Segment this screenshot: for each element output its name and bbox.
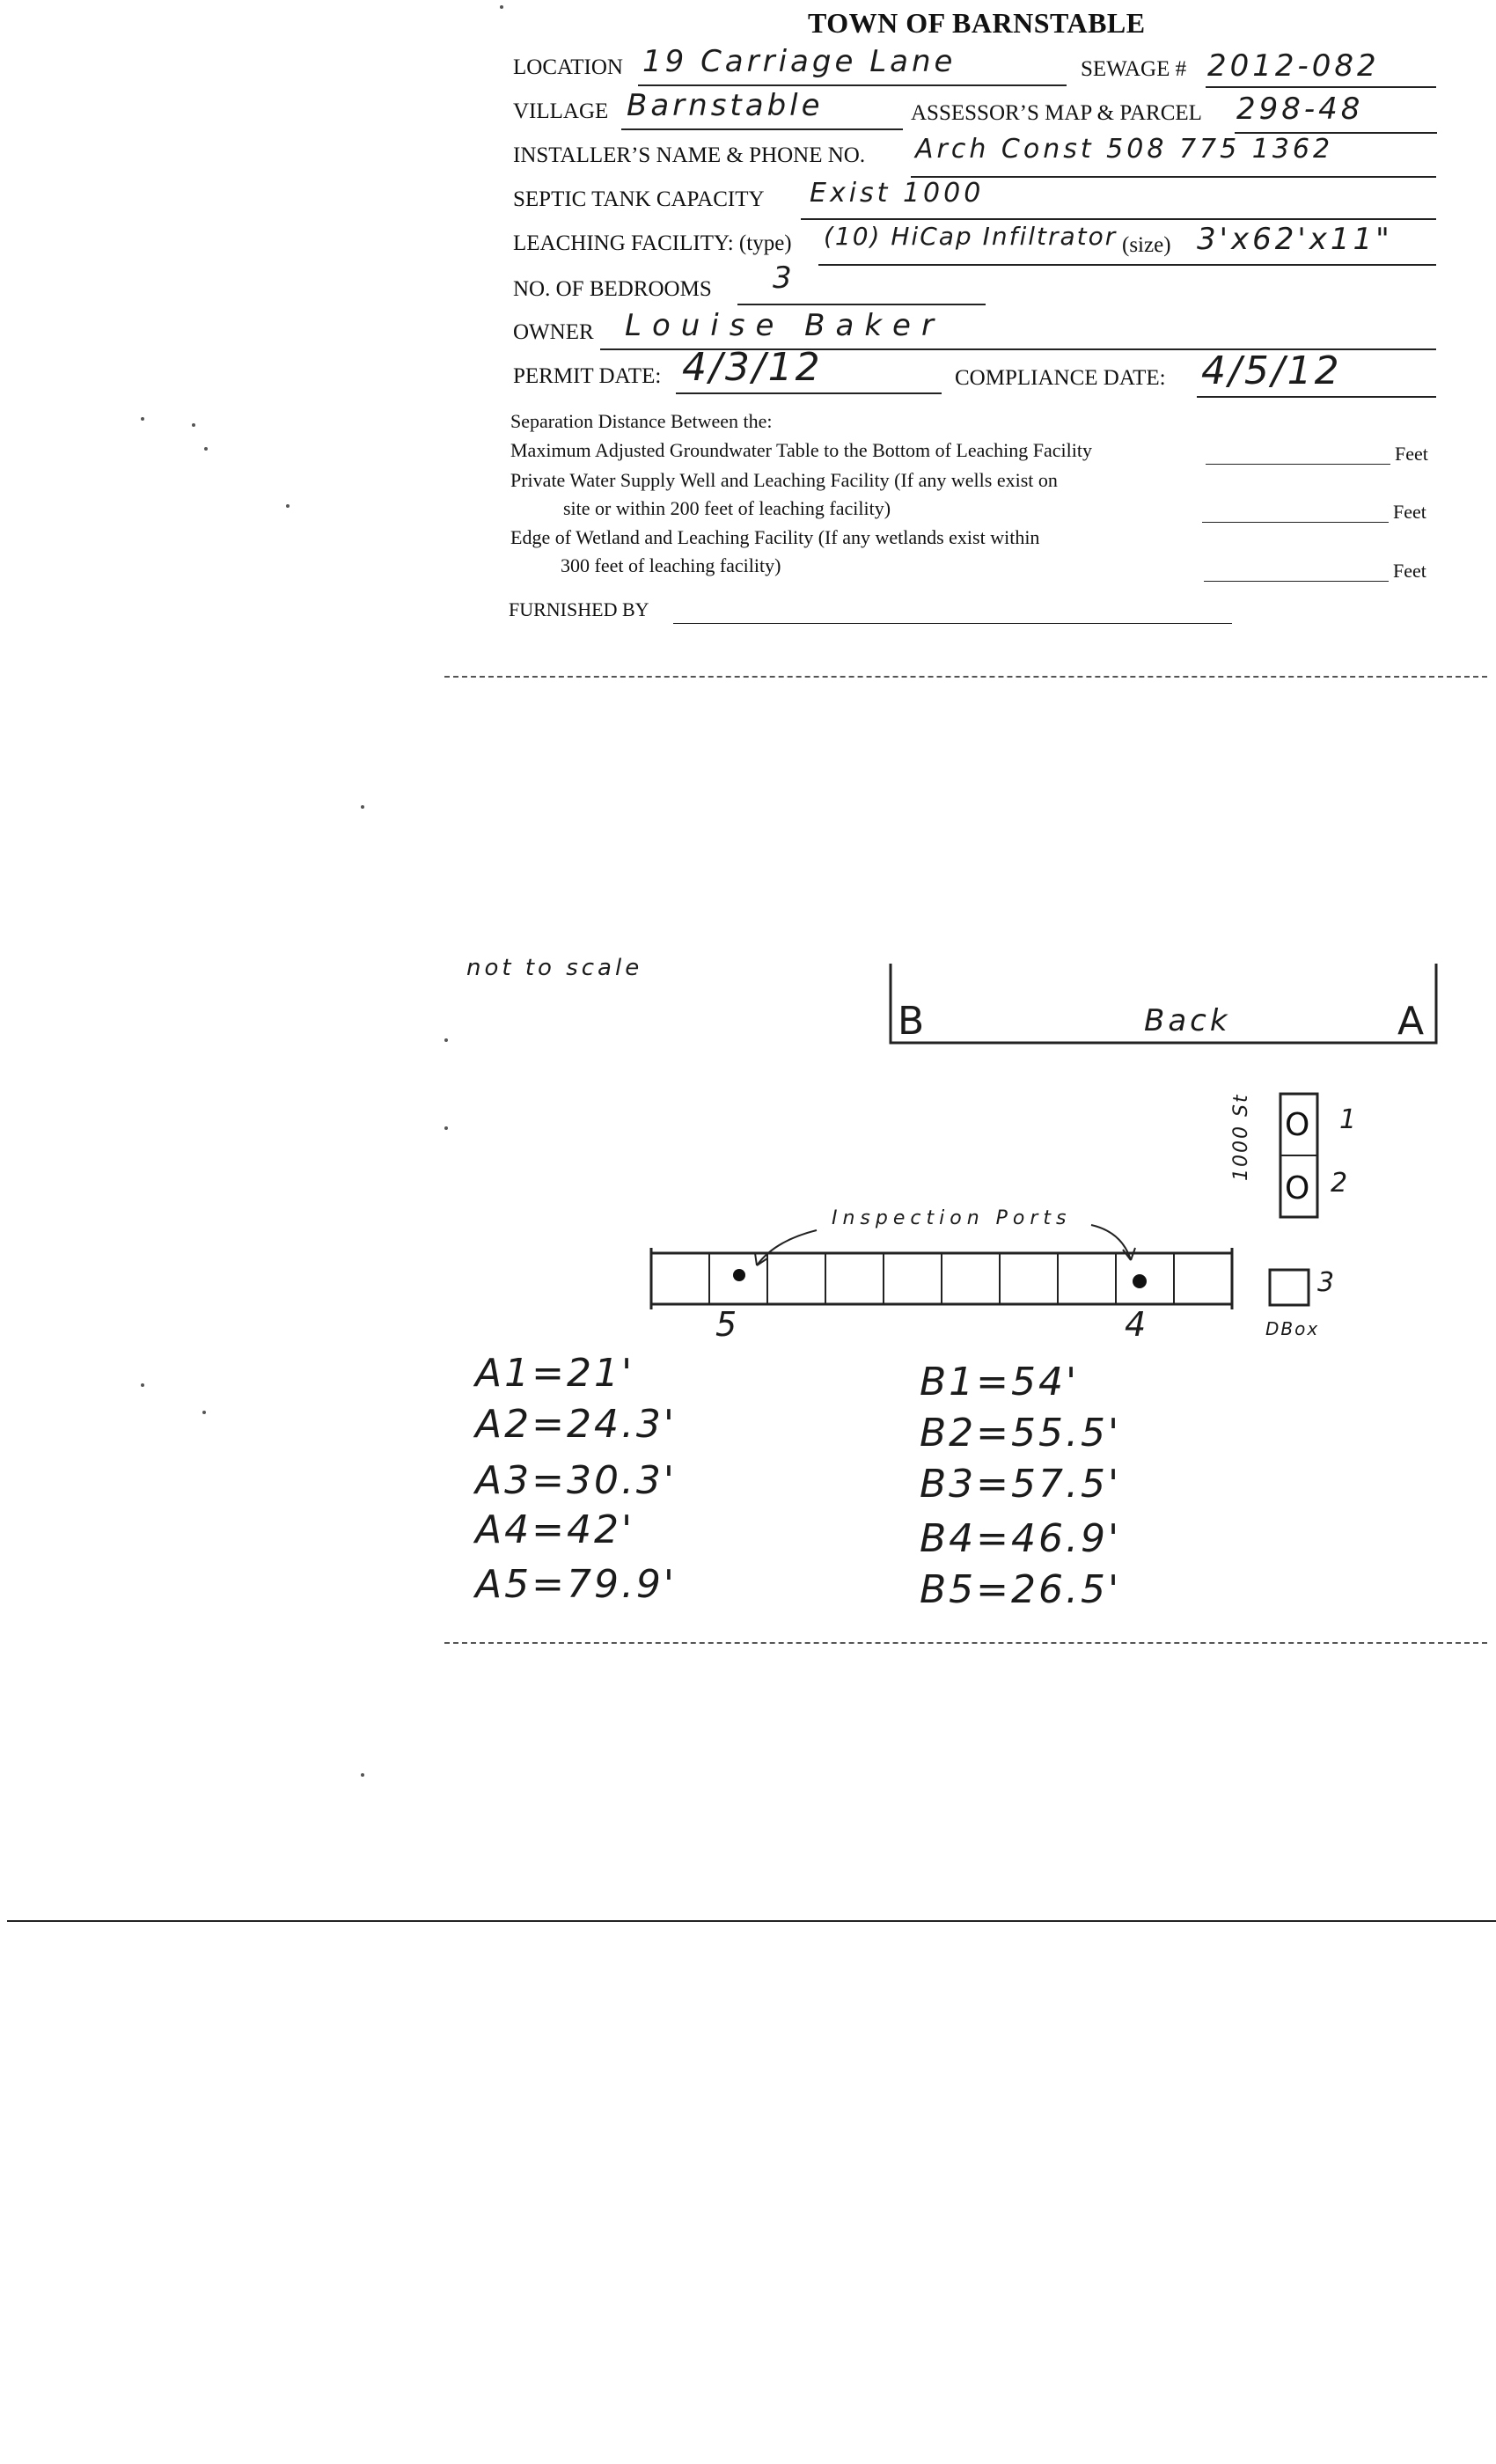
location-label: LOCATION xyxy=(513,55,623,79)
leaching-label: LEACHING FACILITY: (type) xyxy=(513,231,792,255)
compliance-value: 4/5/12 xyxy=(1201,348,1342,393)
measurement-a1: A1=21' xyxy=(475,1351,635,1396)
measurement-b5: B5=26.5' xyxy=(920,1567,1122,1612)
back-label: Back xyxy=(1144,1003,1231,1038)
measurements-b-column xyxy=(920,1360,1121,1612)
measurement-a4: A4=42' xyxy=(475,1507,635,1552)
septic-label: SEPTIC TANK CAPACITY xyxy=(513,187,765,211)
measurements-a-column xyxy=(475,1351,677,1607)
compliance-label: COMPLIANCE DATE: xyxy=(955,366,1166,390)
dbox-label: DBox xyxy=(1265,1318,1320,1339)
leaching-type-value: (10) HiCap Infiltrator xyxy=(824,222,1118,251)
measurement-a3: A3=30.3' xyxy=(475,1458,678,1503)
well-line-1: Private Water Supply Well and Leaching Facility (If any wells exist on xyxy=(510,469,1058,491)
wetland-line-2: 300 feet of leaching facility) xyxy=(561,554,781,576)
bedrooms-label: NO. OF BEDROOMS xyxy=(513,277,712,301)
leaching-size-label: (size) xyxy=(1122,233,1171,257)
inspection-ports-label: Inspection Ports xyxy=(832,1207,1072,1229)
inspection-port-5 xyxy=(733,1269,745,1281)
measurement-a2: A2=24.3' xyxy=(475,1402,678,1447)
measurement-b4: B4=46.9' xyxy=(920,1516,1122,1561)
inspection-arrow-right xyxy=(1091,1225,1131,1260)
location-value: 19 Carriage Lane xyxy=(642,44,957,79)
wetland-line-1: Edge of Wetland and Leaching Facility (If any wetlands exist within xyxy=(510,526,1040,548)
measurement-b1: B1=54' xyxy=(920,1360,1080,1404)
sewage-label: SEWAGE # xyxy=(1081,57,1187,81)
point-4-label: 4 xyxy=(1125,1305,1150,1344)
point-2-label: 2 xyxy=(1331,1168,1352,1199)
point-3-label: 3 xyxy=(1317,1267,1338,1298)
not-to-scale-note: not to scale xyxy=(466,955,643,981)
distribution-box xyxy=(1270,1270,1309,1305)
septic-value: Exist 1000 xyxy=(810,178,985,209)
measurement-b3: B3=57.5' xyxy=(920,1462,1122,1507)
installer-label: INSTALLER’S NAME & PHONE NO. xyxy=(513,143,866,167)
corner-b-label: B xyxy=(898,999,928,1044)
bedrooms-value: 3 xyxy=(773,260,796,296)
measurement-a5: A5=79.9' xyxy=(475,1562,678,1607)
leaching-size-value: 3'x62'x11" xyxy=(1197,222,1393,257)
separation-heading: Separation Distance Between the: xyxy=(510,410,773,432)
sewage-value: 2012-082 xyxy=(1207,48,1380,84)
assessor-label: ASSESSOR’S MAP & PARCEL xyxy=(911,101,1202,125)
permit-value: 4/3/12 xyxy=(682,345,823,390)
permit-label: PERMIT DATE: xyxy=(513,364,662,388)
tank-compartment-2: O xyxy=(1285,1170,1310,1206)
village-value: Barnstable xyxy=(627,88,824,123)
well-line-2: site or within 200 feet of leaching facility) xyxy=(563,497,891,519)
inspection-port-4 xyxy=(1133,1274,1147,1288)
village-label: VILLAGE xyxy=(513,99,609,123)
owner-value: Louise Baker xyxy=(625,308,944,343)
tank-capacity-label: 1000 St xyxy=(1230,1093,1252,1181)
owner-label: OWNER xyxy=(513,320,594,344)
well-feet: Feet xyxy=(1393,501,1426,523)
installer-value: Arch Const 508 775 1362 xyxy=(915,134,1334,165)
point-1-label: 1 xyxy=(1339,1104,1360,1135)
groundwater-line: Maximum Adjusted Groundwater Table to the Bottom of Leaching Facility xyxy=(510,439,1092,461)
tank-compartment-1: O xyxy=(1285,1107,1310,1143)
assessor-value: 298-48 xyxy=(1236,92,1364,127)
measurement-b2: B2=55.5' xyxy=(920,1411,1122,1456)
wetland-feet: Feet xyxy=(1393,560,1426,582)
groundwater-feet: Feet xyxy=(1395,443,1428,465)
form-title: TOWN OF BARNSTABLE xyxy=(808,7,1146,39)
point-5-label: 5 xyxy=(715,1305,741,1344)
corner-a-label: A xyxy=(1397,999,1427,1044)
furnished-label: FURNISHED BY xyxy=(509,598,649,620)
